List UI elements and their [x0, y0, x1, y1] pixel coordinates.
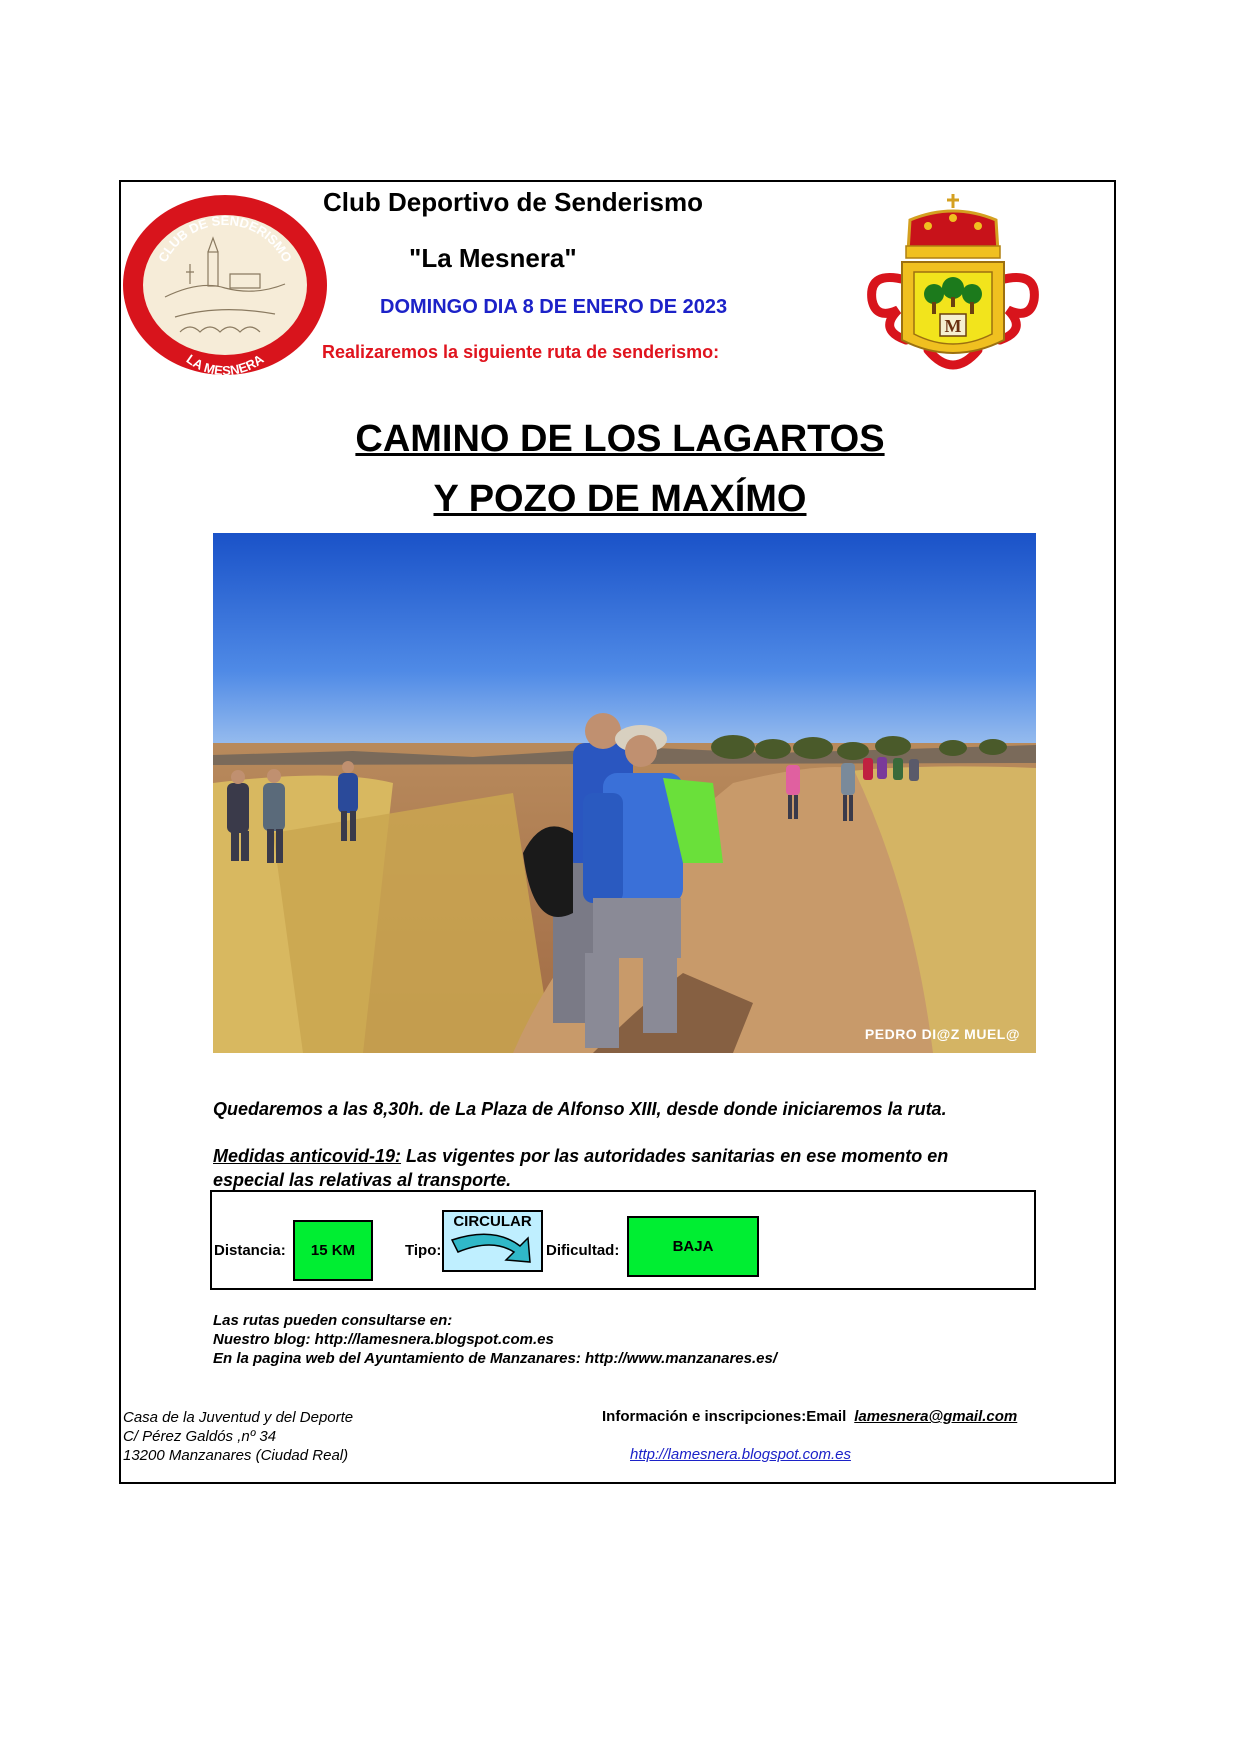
links-ayuntamiento: En la pagina web del Ayuntamiento de Manzanares: http://www.manzanares.es/ — [213, 1350, 778, 1367]
blog-link[interactable]: http://lamesnera.blogspot.com.es — [630, 1446, 851, 1463]
meeting-point-text: Quedaremos a las 8,30h. de La Plaza de Alfonso XIII, desde donde iniciaremos la ruta. — [213, 1099, 947, 1119]
logo-bottom-text: LA MESNERA — [183, 351, 267, 378]
circular-arrow-icon — [444, 1230, 541, 1270]
club-name: "La Mesnera" — [409, 243, 577, 273]
crest-letter: M — [944, 316, 962, 336]
logo-top-text: CLUB DE SENDERISMO — [155, 213, 295, 265]
covid-measures — [213, 1144, 1013, 1192]
intro-text: Realizaremos la siguiente ruta de senderismo: — [322, 342, 720, 362]
club-logo — [120, 192, 330, 378]
difficulty-value: BAJA — [672, 1238, 714, 1255]
distance-value-box — [293, 1220, 373, 1281]
type-value: CIRCULAR — [453, 1213, 532, 1230]
distance-value: 15 KM — [310, 1242, 356, 1259]
photo-credit: PEDRO DI@Z MUEL@ — [864, 1026, 1020, 1042]
event-date: DOMINGO DIA 8 DE ENERO DE 2023 — [380, 296, 728, 318]
contact-label: Información e inscripciones:Email — [602, 1408, 847, 1425]
hikers-photo — [213, 533, 1036, 1053]
covid-label: Medidas anticovid-19: — [213, 1146, 402, 1166]
covid-text: Las vigentes por las autoridades sanitarias en ese momento en especial las relativas al transporte. — [213, 1146, 949, 1190]
links-line1: Las rutas pueden consultarse en: — [213, 1312, 453, 1329]
type-value-box — [442, 1210, 543, 1272]
distance-label: Distancia: — [214, 1242, 286, 1259]
links-blog: Nuestro blog: http://lamesnera.blogspot.com.es — [213, 1331, 554, 1348]
club-title: Club Deportivo de Senderismo — [323, 187, 703, 217]
type-label: Tipo: — [405, 1242, 442, 1259]
route-title-line2: Y POZO DE MAXÍMO — [433, 478, 807, 520]
address-line1: Casa de la Juventud y del Deporte — [123, 1409, 354, 1426]
contact-info — [602, 1408, 1017, 1425]
route-title-line1: CAMINO DE LOS LAGARTOS — [355, 418, 885, 460]
route-links — [213, 1311, 777, 1368]
contact-email-link[interactable]: lamesnera@gmail.com — [854, 1408, 1018, 1425]
coat-of-arms-icon — [858, 190, 1040, 382]
address-line2: C/ Pérez Galdós ,nº 34 — [123, 1428, 277, 1445]
address-line3: 13200 Manzanares (Ciudad Real) — [123, 1447, 349, 1464]
address-block — [123, 1408, 353, 1465]
difficulty-label: Dificultad: — [546, 1242, 620, 1259]
difficulty-value-box — [627, 1216, 759, 1277]
